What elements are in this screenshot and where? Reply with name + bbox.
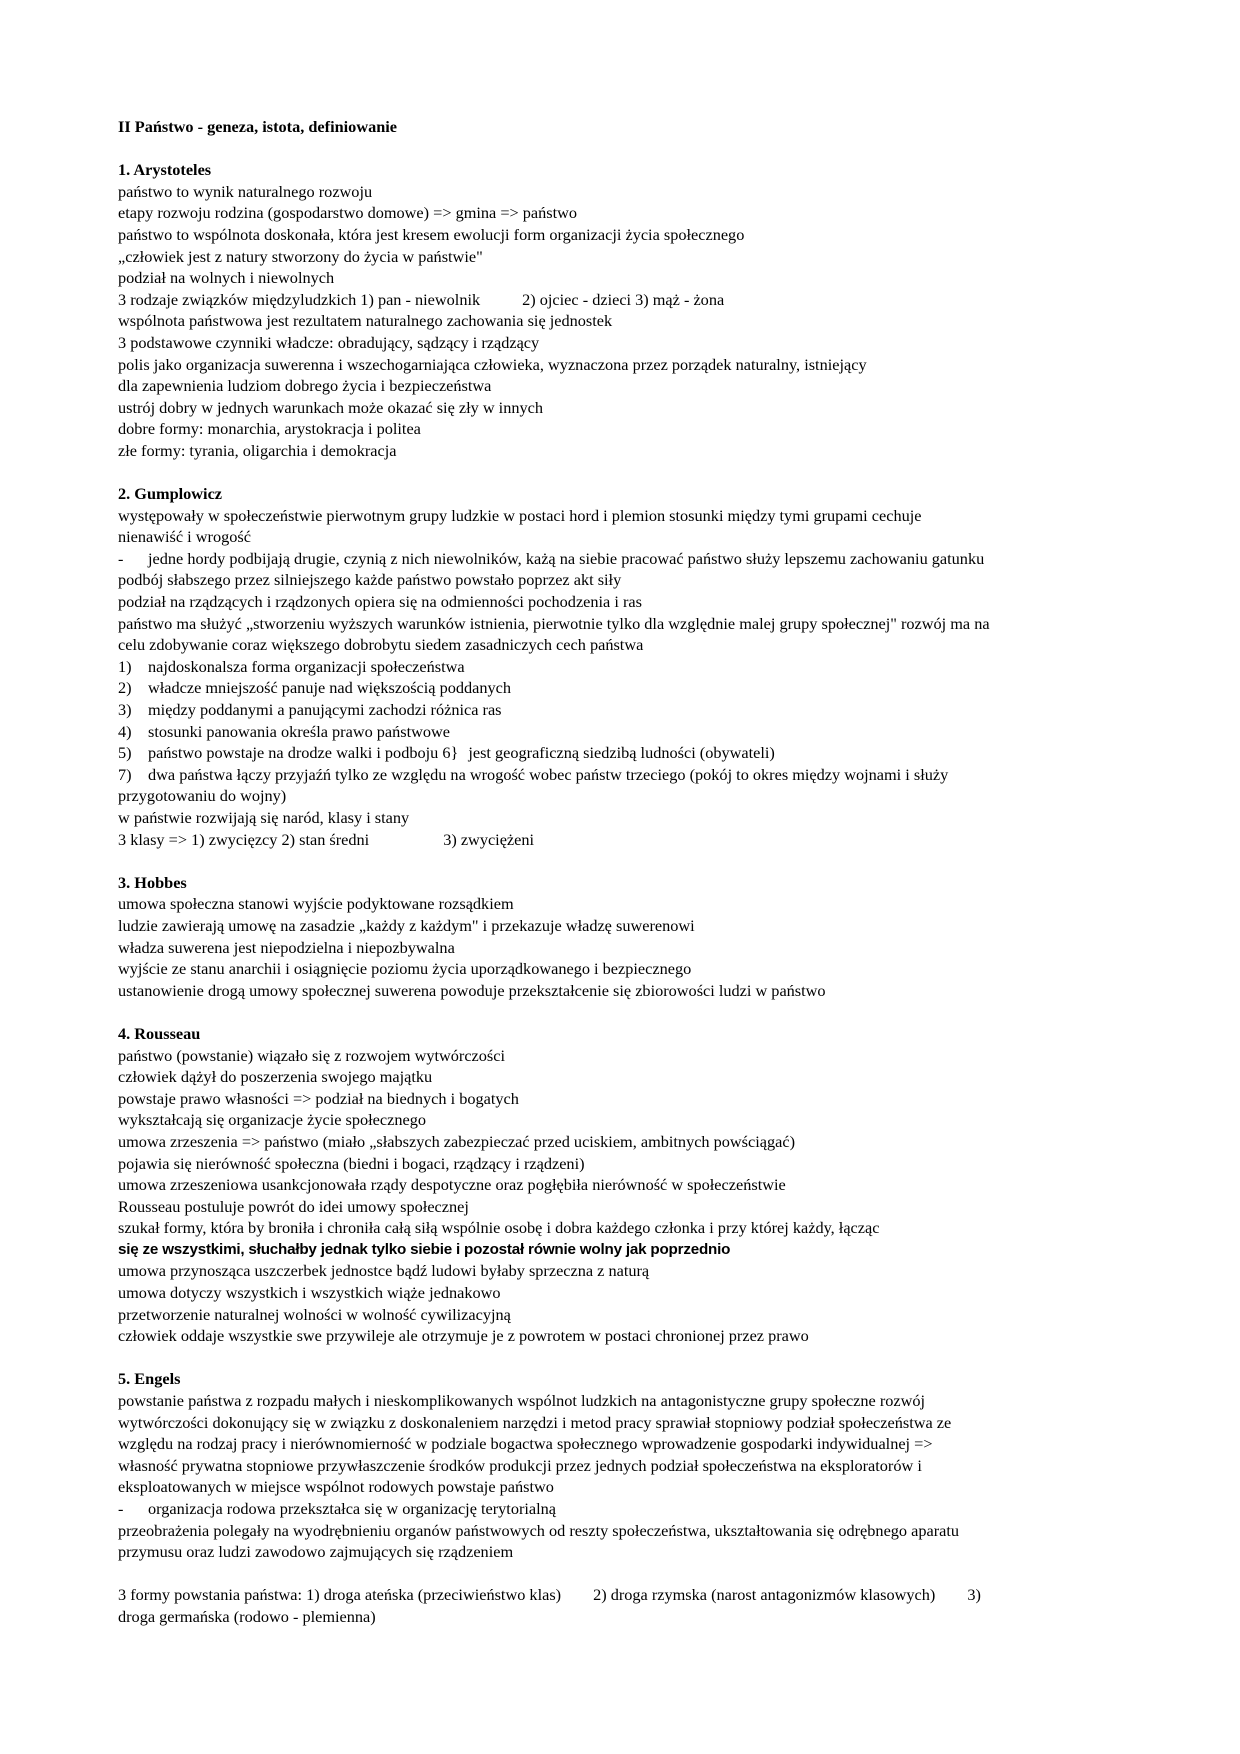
bullet-line [118,1498,1128,1520]
list-number: 4) [118,721,132,741]
text-line: człowiek oddaje wszystkie swe przywileje ale otrzymuje je z powrotem w postaci chronionej przez prawo [118,1326,809,1346]
text-line: państwo (powstanie) wiązało się z rozwojem wytwórczości [118,1045,506,1065]
text-line: umowa zrzeszeniowa usankcjonowała rządy despotyczne oraz pogłębiła nierówność w społeczeństwie [118,1175,786,1195]
text-line: ludzie zawierają umowę na zasadzie „każdy z każdym" i przekazuje władzę suwerenowi [118,915,695,935]
text-line: wykształcają się organizacje życie społecznego [118,1110,426,1130]
dash-marker: - [118,548,124,568]
text-line: polis jako organizacja suwerenna i wszechogarniająca człowieka, wyznaczona przez porządek naturalny, istniejący [118,354,867,374]
section-arystoteles [118,159,1128,461]
section-heading: 3. Hobbes [118,872,187,892]
list-item [118,721,1128,743]
text-line: ustrój dobry w jednych warunkach może okazać się zły w innych [118,397,543,417]
section-heading: 1. Arystoteles [118,160,212,180]
section-rousseau [118,1023,1128,1347]
section-heading: 5. Engels [118,1369,181,1389]
text-line: nienawiść i wrogość [118,527,251,547]
list-text: państwo powstaje na drodze walki i podboju 6} [148,743,459,763]
text-line: eksploatowanych w miejsce wspólnot rodowych powstaje państwo [118,1477,554,1497]
section-gumplowicz [118,483,1128,850]
list-text: władcze mniejszość panuje nad większością poddanych [148,678,512,698]
list-number: 1) [118,656,132,676]
text-line [118,289,1128,311]
list-item [118,764,1128,786]
text-line: szukał formy, która by broniła i chroniła całą siłą wspólnie osobę i dobra każdego członka i przy której każdy, łącząc [118,1218,880,1238]
text-line: powstanie państwa z rozpadu małych i nieskomplikowanych wspólnot ludzkich na antagonistyczne grupy społeczne rozwój [118,1391,926,1411]
list-number: 5) [118,743,132,763]
text-line: względu na rodzaj pracy i nierównomierność w podziale bogactwa społecznego wprowadzenie gospodarki indywidualnej => [118,1434,933,1454]
bullet-line [118,548,1128,570]
text-line: wyjście ze stanu anarchii i osiągnięcie poziomu życia uporządkowanego i bezpiecznego [118,959,692,979]
text-line: podział na wolnych i niewolnych [118,268,335,288]
list-text: między poddanymi a panującymi zachodzi różnica ras [148,700,502,720]
text-line: Rousseau postuluje powrót do idei umowy społecznej [118,1196,469,1216]
list-text: stosunki panowania określa prawo państwowe [148,721,451,741]
text-line: władza suwerena jest niepodzielna i niepozbywalna [118,937,455,957]
text-line [118,1584,1128,1606]
text-line: przygotowaniu do wojny) [118,786,287,806]
text-line: występowały w społeczeństwie pierwotnym grupy ludzkie w postaci hord i plemion stosunki między tymi grupami cechuje [118,505,922,525]
text-line: złe formy: tyrania, oligarchia i demokracja [118,440,397,460]
text-line: państwo ma służyć „stworzeniu wyższych warunków istnienia, pierwotnie tylko dla względnie malej grupy społecznej" rozwój ma na [118,613,990,633]
text-line: droga germańska (rodowo - plemienna) [118,1606,376,1626]
text-line: własność prywatna stopniowe przywłaszczenie środków produkcji przez jednych podział społeczeństwa na eksploratorów i [118,1455,922,1475]
section-heading: 4. Rousseau [118,1023,201,1043]
list-item [118,677,1128,699]
text-fragment: organizacja rodowa przekształca się w organizację terytorialną [148,1499,557,1518]
dash-marker: - [118,1499,124,1518]
text-line: umowa przynosząca uszczerbek jednostce bądź ludowi byłaby sprzeczna z naturą [118,1261,650,1281]
section-hobbes [118,872,1128,1002]
text-fragment: 3 klasy => 1) zwycięzcy 2) stan średni [118,829,370,849]
list-text: jest geograficzną siedzibą ludności (obywateli) [468,743,775,763]
text-fragment: 2) droga rzymska (narost antagonizmów klasowych) [593,1585,936,1605]
text-fragment: 3 formy powstania państwa: 1) droga ateńska (przeciwieństwo klas) [118,1585,562,1605]
list-item [118,699,1128,721]
text-line: dobre formy: monarchia, arystokracja i politea [118,419,421,439]
text-line: celu zdobywanie coraz większego dobrobytu siedem zasadniczych cech państwa [118,635,644,655]
text-fragment: 3 rodzaje związków międzyludzkich 1) pan - niewolnik [118,289,481,309]
section-engels [118,1368,1128,1627]
text-line: 3 podstawowe czynniki władcze: obradujący, sądzący i rządzący [118,332,540,352]
text-line: umowa społeczna stanowi wyjście podyktowane rozsądkiem [118,894,514,914]
text-fragment: jedne hordy podbijają drugie, czynią z nich niewolników, każą na siebie pracować państwo służy lepszemu zachowaniu gatunku [148,548,985,568]
text-line: w państwie rozwijają się naród, klasy i stany [118,808,410,827]
document-page [118,116,1128,1628]
list-number: 2) [118,678,132,698]
list-item [118,656,1128,678]
list-text: najdoskonalsza forma organizacji społeczeństwa [148,656,465,676]
section-heading: 2. Gumplowicz [118,484,223,504]
quote-line: się ze wszystkimi, słuchałby jednak tylko siebie i pozostał równie wolny jak poprzednio [118,1240,731,1258]
text-line: przetworzenie naturalnej wolności w wolność cywilizacyjną [118,1304,511,1324]
list-number: 3) [118,700,132,720]
text-fragment: 2) ojciec - dzieci 3) mąż - żona [522,289,725,309]
text-line: powstaje prawo własności => podział na biednych i bogatych [118,1088,519,1108]
text-fragment: 3) zwyciężeni [443,829,535,849]
text-line: państwo to wspólnota doskonała, która jest kresem ewolucji form organizacji życia społecznego [118,224,745,244]
text-line: „człowiek jest z natury stworzony do życia w państwie" [118,246,483,266]
text-line: podział na rządzących i rządzonych opiera się na odmienności pochodzenia i ras [118,592,642,612]
document-title: II Państwo - geneza, istota, definiowanie [118,117,398,136]
text-line: wytwórczości dokonujący się w związku z doskonaleniem narzędzi i metod pracy sprawiał stopniowy podział społeczeństwa ze [118,1412,952,1432]
text-line: umowa zrzeszenia => państwo (miało „słabszych zabezpieczać przed uciskiem, ambitnych powściągać) [118,1131,796,1151]
text-line: wspólnota państwowa jest rezultatem naturalnego zachowania się jednostek [118,311,613,331]
list-number: 7) [118,764,132,784]
text-line: ustanowienie drogą umowy społecznej suwerena powoduje przekształcenie się zbiorowości ludzi w państwo [118,980,826,1000]
list-item [118,742,1128,764]
text-line: człowiek dążył do poszerzenia swojego majątku [118,1067,433,1087]
text-line: podbój słabszego przez silniejszego każde państwo powstało poprzez akt siły [118,570,622,590]
text-line [118,829,1128,851]
list-text: dwa państwa łączy przyjaźń tylko ze względu na wrogość wobec państw trzeciego (pokój to okres między wojnami i służy [148,764,949,784]
text-line: przeobrażenia polegały na wyodrębnieniu organów państwowych od reszty społeczeństwa, ukształtowania się odrębnego aparatu [118,1520,960,1540]
text-line: pojawia się nierówność społeczna (biedni i bogaci, rządzący i rządzeni) [118,1153,585,1173]
text-line: państwo to wynik naturalnego rozwoju [118,181,373,201]
text-line: umowa dotyczy wszystkich i wszystkich wiąże jednakowo [118,1283,501,1303]
text-line: etapy rozwoju rodzina (gospodarstwo domowe) => gmina => państwo [118,203,578,223]
text-fragment: 3) [967,1585,981,1605]
text-line: przymusu oraz ludzi zawodowo zajmujących się rządzeniem [118,1542,514,1562]
text-line: dla zapewnienia ludziom dobrego życia i bezpieczeństwa [118,376,492,396]
